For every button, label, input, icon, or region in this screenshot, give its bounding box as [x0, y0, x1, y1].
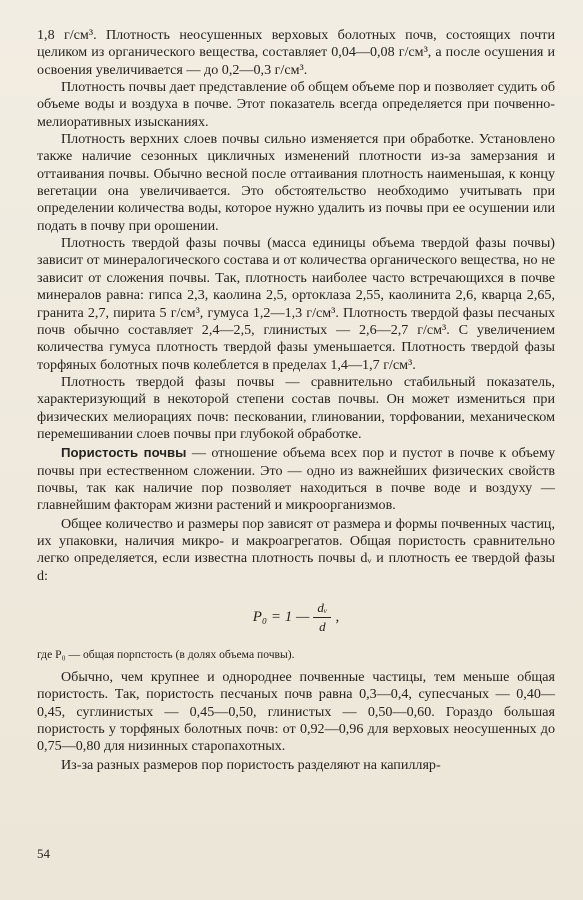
paragraph-porosity-values: Обычно, чем крупнее и однороднее почвенные частицы, тем меньше общая пористость. Так, пористость песчаных почв равна 0,3—0,4, супесчаных — 0,40—0,45, суглинистых — 0,45—0,50, глинистых — 0,50—0,60. Гораздо большая пористость у торфяных болотных почв: от 0,92—0,96 для верховых неосушенных до 0,75—0,80 для низинных старопахотных.: [37, 669, 555, 755]
paragraph-density-values: 1,8 г/см³. Плотность неосушенных верховых болотных почв, состоящих почти целиком из органического вещества, составляет 0,04—0,08 г/см³, а после осушения и освоения увеличивается — до 0,2—0,3 г/см³.: [37, 27, 555, 78]
formula-denominator: d: [319, 618, 326, 634]
paragraph-porosity-definition: [37, 444, 555, 514]
porosity-formula: [37, 595, 555, 639]
term-porosity: Пористость почвы: [61, 445, 187, 461]
formula-lhs: P₀ = 1 —: [252, 608, 310, 625]
paragraph-porosity-formula-intro: Общее количество и размеры пор зависят от размера и формы почвенных частиц, их упаковки, наличия микро- и макроагрегатов. Общая пористость сравнительно легко определяется, если известна плотность почвы dᵥ и плотность ее твердой фазы d:: [37, 515, 555, 584]
formula-tail: ,: [335, 608, 340, 625]
paragraph-solid-phase-density: Плотность твердой фазы почвы (масса единицы объема твердой фазы почвы) зависит от минералогического состава и от количества органического вещества, но не зависит от сложения почвы. Так, плотность наиболее часто встречающихся в почве минералов равна: гипса 2,3, каолина 2,5, ортоклаза 2,55, каолинита 2,6, кварца 2,65, гранита 2,7, пирита 5 г/см³, гумуса 1,2—1,3 г/см³. Плотность твердой фазы песчаных почв обычно составляет 2,4—2,5, глинистых — 2,6—2,7 г/см³. С увеличением количества гумуса плотность твердой фазы уменьшается. Плотность твердой фазы торфяных болотных почв колеблется в пределах 1,4—1,7 г/см³.: [37, 235, 555, 373]
paragraph-pore-classes: Из-за разных размеров пор пористость разделяют на капилляр-: [61, 756, 441, 773]
paragraph-density-meaning: Плотность почвы дает представление об общем объеме пор и позволяет судить об объеме воды и воздуха в почве. Этот показатель всегда определяется при почвенно-мелиоративных изысканиях.: [37, 79, 555, 130]
paragraph-upper-layers: Плотность верхних слоев почвы сильно изменяется при обработке. Установлено также наличие сезонных цикличных изменений плотности из-за замерзания и оттаивания почвы. Обычно весной после оттаивания плотность наименьшая, к концу вегетации она увеличивается. Это обстоятельство необходимо учитывать при определении количества воды, которое нужно удалить из почвы при ее осушении или подать в почву при орошении.: [37, 131, 555, 234]
formula-numerator: dᵥ: [313, 600, 331, 618]
porosity-definition-text: — отношение объема всех пор и пустот в почве к объему почвы при естественном сложении. Это — одно из важнейших физических свойств почвы, так как наличие пор позволяет находиться в почве воде и воздуху — главнейшим факторам жизни растений и микроорганизмов.: [37, 445, 556, 514]
formula-note: где P₀ — общая порпстость (в долях объема почвы).: [37, 648, 295, 661]
page-number: 54: [37, 846, 50, 861]
formula-fraction: [313, 600, 331, 635]
paragraph-solid-phase-stability: Плотность твердой фазы почвы — сравнительно стабильный показатель, характеризующий в некоторой степени состав почвы. Он может измениться при физических мелиорациях почв: песковании, глиновании, торфовании, механическом перемешивании слоев почвы при глубокой обработке.: [37, 373, 555, 442]
